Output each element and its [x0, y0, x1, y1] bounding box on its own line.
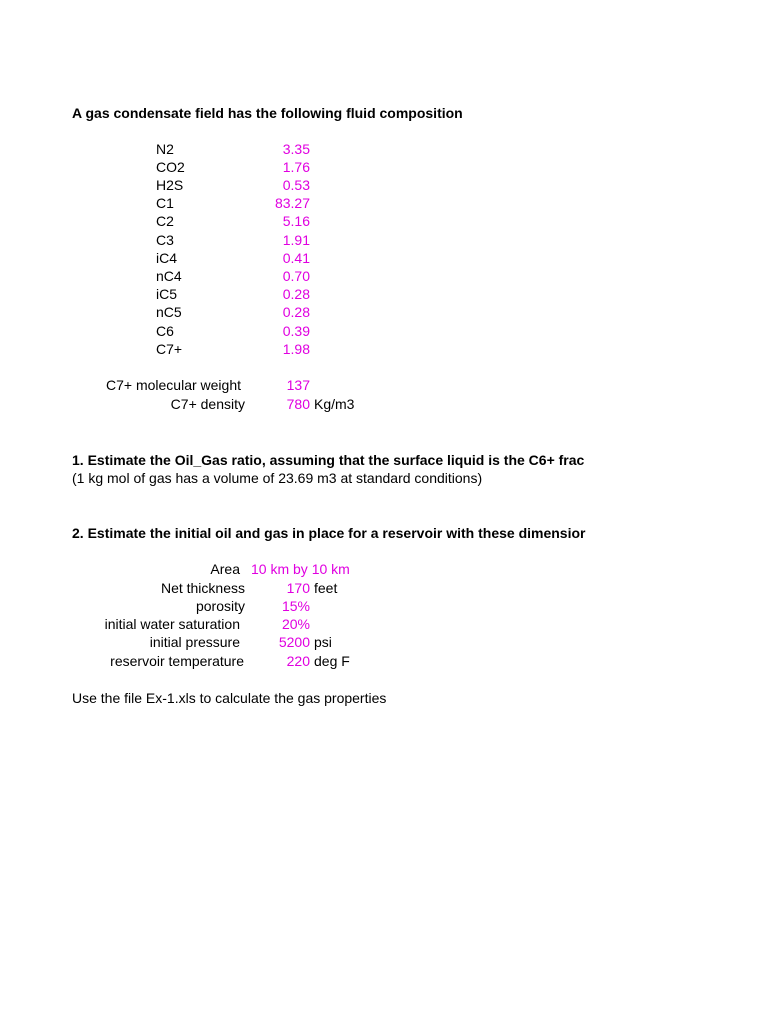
component-name: nC5 [156, 304, 182, 320]
c7-density-label: C7+ density [170, 396, 245, 412]
reservoir-value: 15% [281, 598, 310, 614]
heading: A gas condensate field has the following fluid composition [72, 105, 463, 121]
component-name: nC4 [156, 268, 182, 284]
c7-mw-label: C7+ molecular weight [105, 377, 241, 393]
component-value: 1.98 [282, 341, 310, 357]
reservoir-label: Area [210, 561, 240, 577]
reservoir-value: 20% [281, 616, 310, 632]
component-name: C3 [156, 232, 174, 248]
reservoir-value: 5200 [278, 634, 310, 650]
question-2-title: 2. Estimate the initial oil and gas in place for a reservoir with these dimensior [72, 525, 586, 541]
reservoir-label: initial pressure [149, 634, 240, 650]
component-value: 0.28 [282, 286, 310, 302]
component-value: 83.27 [274, 195, 310, 211]
component-value: 3.35 [282, 141, 310, 157]
c7-density-unit: Kg/m3 [314, 396, 355, 412]
footer-note: Use the file Ex-1.xls to calculate the gas properties [72, 690, 387, 706]
component-value: 0.28 [282, 304, 310, 320]
component-name: C7+ [156, 341, 183, 357]
reservoir-value: 10 km by 10 km [251, 561, 350, 577]
component-name: N2 [156, 141, 174, 157]
reservoir-value: 170 [286, 580, 310, 596]
component-name: iC4 [156, 250, 178, 266]
component-name: C6 [156, 323, 174, 339]
question-1-title: 1. Estimate the Oil_Gas ratio, assuming that the surface liquid is the C6+ frac [72, 452, 585, 468]
component-value: 1.76 [282, 159, 310, 175]
reservoir-label: reservoir temperature [110, 653, 244, 669]
reservoir-label: porosity [195, 598, 245, 614]
component-name: CO2 [156, 159, 185, 175]
component-value: 0.39 [282, 323, 310, 339]
component-name: H2S [156, 177, 184, 193]
component-name: C2 [156, 213, 174, 229]
component-value: 0.70 [282, 268, 310, 284]
component-value: 0.41 [282, 250, 310, 266]
component-value: 0.53 [282, 177, 310, 193]
component-name: iC5 [156, 286, 178, 302]
reservoir-unit: feet [314, 580, 338, 596]
reservoir-value: 220 [286, 653, 310, 669]
reservoir-label: Net thickness [160, 580, 245, 596]
reservoir-unit: psi [314, 634, 332, 650]
component-value: 1.91 [282, 232, 310, 248]
component-value: 5.16 [282, 213, 310, 229]
question-1-note: (1 kg mol of gas has a volume of 23.69 m3 at standard conditions) [72, 470, 483, 486]
reservoir-label: initial water saturation [104, 616, 240, 632]
c7-density-value: 780 [286, 396, 310, 412]
reservoir-unit: deg F [314, 653, 350, 669]
component-name: C1 [156, 195, 174, 211]
c7-mw-value: 137 [286, 377, 310, 393]
